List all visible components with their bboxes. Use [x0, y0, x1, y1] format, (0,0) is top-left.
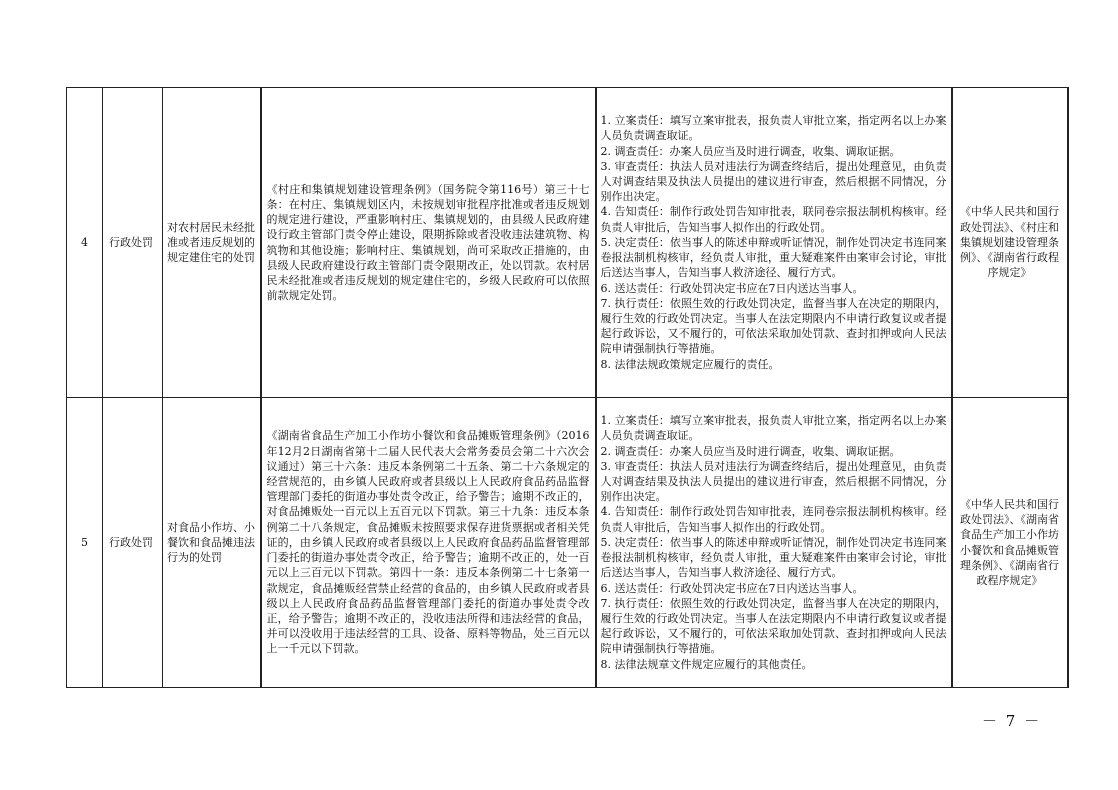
responsibility-cell	[596, 398, 952, 688]
row-number: 5	[67, 398, 103, 688]
legal-basis-cell: 《村庄和集镇规划建设管理条例》（国务院令第116号）第三十七条：在村庄、集镇规划区内，未按规划审批程序批准或者违反规划的规定进行建设，严重影响村庄、集镇规划的，由县级人民政府建设行政主管部门责令停止建设，限期拆除或者没收违法建筑物、构筑物和其他设施；影响村庄、集镇规划，尚可采取改正措施的，由县级人民政府建设行政主管部门责令限期改正，处以罚款。农村居民未经批准或者违反规划的规定建住宅的，乡级人民政府可以依照前款规定处罚。	[261, 88, 596, 398]
responsibility-item: 2. 调查责任：办案人员应当及时进行调查，收集、调取证据。	[600, 144, 901, 158]
table-row	[67, 398, 1068, 688]
responsibility-item: 1. 立案责任：填写立案审批表，报负责人审批立案，指定两名以上办案人员负责调查取证。	[600, 114, 947, 143]
responsibility-item: 7. 执行责任：依照生效的行政处罚决定，监督当事人在决定的期限内，履行生效的行政处罚决定。当事人在法定期限内不申请行政复议或者提起行政诉讼，又不履行的，可依法采取加处罚款、查封扣押或向人民法院申请强制执行等措施。	[600, 296, 947, 356]
responsibility-item: 8. 法律法规章文件规定应履行的其他责任。	[600, 657, 813, 671]
responsibility-item: 4. 告知责任：制作行政处罚告知审批表，联同卷宗报法制机构核审。经负责人审批后，告知当事人拟作出的行政处罚。	[600, 205, 947, 234]
responsibility-item: 4. 告知责任：制作行政处罚告知审批表，连同卷宗报法制机构核审。经负责人审批后，告知当事人拟作出的行政处罚。	[600, 505, 947, 534]
responsibility-item: 8. 法律法规政策规定应履行的责任。	[600, 357, 780, 371]
category-cell: 行政处罚	[103, 88, 163, 398]
category-cell: 行政处罚	[103, 398, 163, 688]
responsibility-item: 6. 送达责任：行政处罚决定书应在7日内送达当事人。	[600, 581, 864, 595]
row-number: 4	[67, 88, 103, 398]
responsibility-item: 3. 审查责任：执法人员对违法行为调查终结后，提出处理意见，由负责人对调查结果及执法人员提出的建议进行审查，然后根据不同情况，分别作出决定。	[600, 459, 947, 504]
table-row	[67, 88, 1068, 398]
responsibility-table	[66, 87, 1069, 688]
page-number: － 7 －	[982, 712, 1042, 730]
responsibility-item: 6. 送达责任：行政处罚决定书应在7日内送达当事人。	[600, 281, 864, 295]
legal-basis-cell: 《湖南省食品生产加工小作坊小餐饮和食品摊贩管理条例》（2016年12月2日湖南省第十二届人民代表大会常务委员会第二十六次会议通过）第三十六条：违反本条例第二十五条、第二十六条规定的经营规范的，由乡镇人民政府或者县级以上人民政府食品药品监督管理部门委托的街道办事处责令改正，给予警告；逾期不改正的，对食品摊贩处一百元以上五百元以下罚款。第三十九条：违反本条例第二十八条规定，食品摊贩未按照要求保存进货票据或者相关凭证的，由乡镇人民政府或者县级以上人民政府食品药品监督管理部门委托的街道办事处责令改正，给予警告；逾期不改正的，处一百元以上三百元以下罚款。第四十一条：违反本条例第二十七条第一款规定，食品摊贩经营禁止经营的食品的，由乡镇人民政府或者县级以上人民政府食品药品监督管理部门委托的街道办事处责令改正，给予警告；逾期不改正的，没收违法所得和违法经营的食品，并可以没收用于违法经营的工具、设备、原料等物品，处三百元以上一千元以下罚款。	[261, 398, 596, 688]
responsibility-cell	[596, 88, 952, 398]
responsibility-item: 5. 决定责任：依当事人的陈述申辩或听证情况，制作处罚决定书连同案卷报法制机构核审，经负责人审批，重大疑难案件由案审会讨论，审批后送达当事人，告知当事人救济途径、履行方式。	[600, 235, 947, 280]
responsibility-item: 2. 调查责任：办案人员应当及时进行调查，收集、调取证据。	[600, 444, 901, 458]
responsibility-item: 3. 审查责任：执法人员对违法行为调查终结后，提出处理意见，由负责人对调查结果及执法人员提出的建议进行审查，然后根据不同情况，分别作出决定。	[600, 159, 947, 204]
item-name-cell: 对食品小作坊、小餐饮和食品摊违法行为的处罚	[163, 398, 261, 688]
legal-reference-cell: 《中华人民共和国行政处罚法》、《村庄和集镇规划建设管理条例》、《湖南省行政程序规定》	[952, 88, 1068, 398]
responsibility-item: 1. 立案责任：填写立案审批表，报负责人审批立案，指定两名以上办案人员负责调查取证。	[600, 414, 947, 443]
responsibility-item: 5. 决定责任：依当事人的陈述申辩或听证情况，制作处罚决定书连同案卷报法制机构核审，经负责人审批，重大疑难案件由案审会讨论，审批后送达当事人，告知当事人救济途径、履行方式。	[600, 535, 947, 580]
legal-reference-cell: 《中华人民共和国行政处罚法》、《湖南省食品生产加工小作坊小餐饮和食品摊贩管理条例》、《湖南省行政程序规定》	[952, 398, 1068, 688]
item-name-cell: 对农村居民未经批准或者违反规划的规定建住宅的处罚	[163, 88, 261, 398]
responsibility-item: 7. 执行责任：依照生效的行政处罚决定，监督当事人在决定的期限内，履行生效的行政处罚决定。当事人在法定期限内不申请行政复议或者提起行政诉讼，又不履行的，可依法采取加处罚款、查封扣押或向人民法院申请强制执行等措施。	[600, 596, 947, 656]
